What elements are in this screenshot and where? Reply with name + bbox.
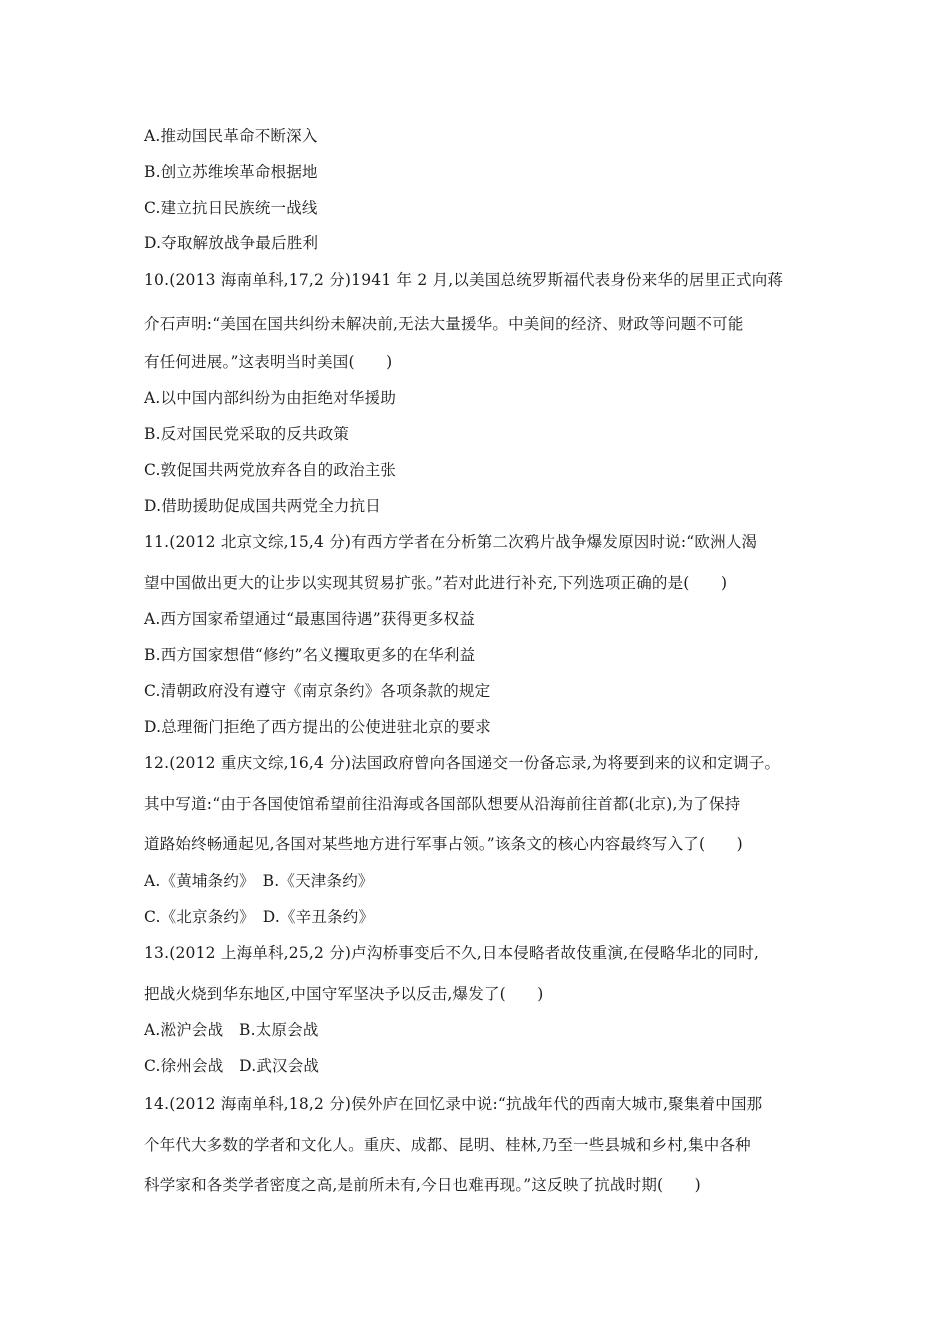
q9-option-c: C.建立抗日民族统一战线: [144, 199, 318, 217]
q10-option-d: D.借助援助促成国共两党全力抗日: [144, 497, 382, 515]
q10-stem-line-2: 介石声明:“美国在国共纠纷未解决前,无法大量援华。中美间的经济、财政等问题不可能: [144, 315, 744, 333]
q12-stem-line-2: 其中写道:“由于各国使馆希望前往沿海或各国部队想要从沿海前往首都(北京),为了保持: [144, 795, 741, 813]
q9-option-d: D.夺取解放战争最后胜利: [144, 234, 319, 252]
q9-option-a: A.推动国民革命不断深入: [144, 127, 318, 145]
q13-stem-line-2: 把战火烧到华东地区,中国守军坚决予以反击,爆发了( ): [144, 985, 544, 1003]
q13-stem-line-1: 13.(2012 上海单科,25,2 分)卢沟桥事变后不久,日本侵略者故伎重演,在侵略华北的同时,: [144, 944, 760, 962]
q12-options-row-2: C.《北京条约》 D.《辛丑条约》: [144, 908, 375, 926]
q13-options-row-2: C.徐州会战 D.武汉会战: [144, 1057, 320, 1075]
q11-stem-line-2: 望中国做出更大的让步以实现其贸易扩张。”若对此进行补充,下列选项正确的是( ): [144, 574, 728, 592]
q14-stem-line-1: 14.(2012 海南单科,18,2 分)侯外庐在回忆录中说:“抗战年代的西南大城市,聚集着中国那: [144, 1095, 763, 1113]
q9-option-b: B.创立苏维埃革命根据地: [144, 163, 318, 181]
q10-stem-line-3: 有任何进展。”这表明当时美国( ): [144, 353, 393, 371]
q10-option-b: B.反对国民党采取的反共政策: [144, 425, 350, 443]
q11-option-d: D.总理衙门拒绝了西方提出的公使进驻北京的要求: [144, 718, 491, 736]
q11-option-c: C.清朝政府没有遵守《南京条约》各项条款的规定: [144, 682, 491, 700]
q11-option-a: A.西方国家希望通过“最惠国待遇”获得更多权益: [144, 610, 476, 628]
q10-option-a: A.以中国内部纠纷为由拒绝对华援助: [144, 389, 397, 407]
q10-stem-line-1: 10.(2013 海南单科,17,2 分)1941 年 2 月,以美国总统罗斯福代表身份来华的居里正式向蒋: [144, 271, 784, 289]
q12-stem-line-3: 道路始终畅通起见,各国对某些地方进行军事占领。”该条文的核心内容最终写入了( ): [144, 835, 743, 853]
q12-options-row-1: A.《黄埔条约》 B.《天津条约》: [144, 872, 374, 890]
q12-stem-line-1: 12.(2012 重庆文综,16,4 分)法国政府曾向各国递交一份备忘录,为将要到来的议和定调子。: [144, 754, 781, 772]
q14-stem-line-2: 个年代大多数的学者和文化人。重庆、成都、昆明、桂林,乃至一些县城和乡村,集中各种: [144, 1136, 751, 1154]
q13-options-row-1: A.淞沪会战 B.太原会战: [144, 1021, 319, 1039]
q10-option-c: C.敦促国共两党放弃各自的政治主张: [144, 461, 397, 479]
q14-stem-line-3: 科学家和各类学者密度之高,是前所未有,今日也难再现。”这反映了抗战时期( ): [144, 1176, 701, 1194]
q11-stem-line-1: 11.(2012 北京文综,15,4 分)有西方学者在分析第二次鸦片战争爆发原因时说:“欧洲人渴: [144, 533, 758, 551]
q11-option-b: B.西方国家想借“修约”名义攫取更多的在华利益: [144, 646, 476, 664]
